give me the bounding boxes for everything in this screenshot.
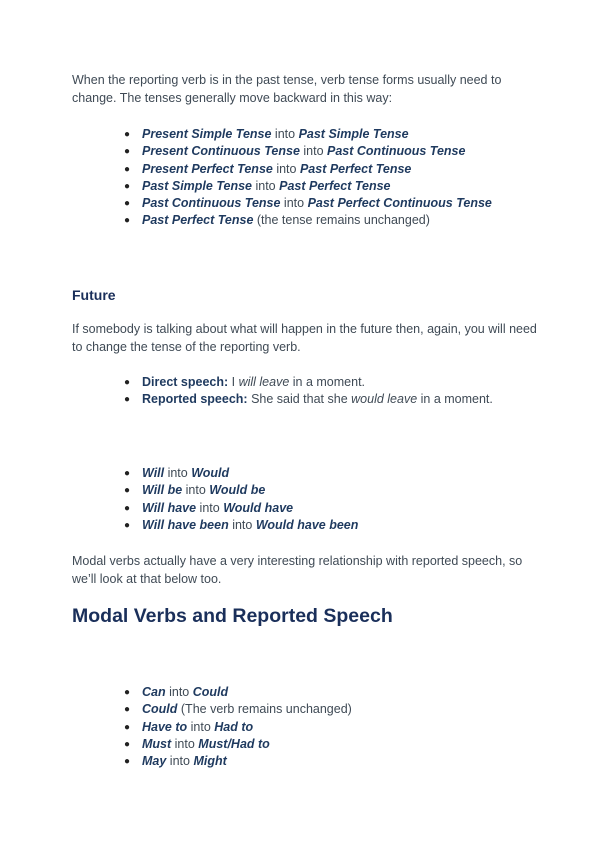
bullet-icon: ● (124, 704, 131, 716)
bullet-icon: ● (124, 377, 131, 388)
list-item: ● Present Continuous Tense into Past Continuous Tense (124, 143, 492, 160)
bullet-icon: ● (124, 215, 131, 227)
future-heading: Future (72, 287, 116, 303)
bullet-icon: ● (124, 146, 131, 158)
list-item: ● Could (The verb remains unchanged) (124, 701, 352, 718)
list-item: ● Present Simple Tense into Past Simple Tense (124, 126, 492, 143)
list-item: ● May into Might (124, 753, 352, 770)
bullet-icon: ● (124, 198, 131, 210)
bullet-icon: ● (124, 394, 131, 406)
bullet-icon: ● (124, 721, 131, 733)
bullet-icon: ● (124, 129, 131, 140)
bullet-icon: ● (124, 502, 131, 514)
list-item: ● Will have been into Would have been (124, 517, 358, 534)
bullet-icon: ● (124, 180, 131, 192)
will-list (124, 465, 358, 534)
list-item: ● Will be into Would be (124, 482, 358, 499)
modal-intro-paragraph: Modal verbs actually have a very interesting relationship with reported speech, so we’ll look at that below too. (72, 554, 523, 586)
list-item: ● Past Continuous Tense into Past Perfect Continuous Tense (124, 195, 492, 212)
bullet-icon: ● (124, 738, 131, 750)
list-item: ● Have to into Had to (124, 719, 352, 736)
modal-list (124, 684, 352, 770)
list-item: ● Past Simple Tense into Past Perfect Tense (124, 178, 492, 195)
speech-list (124, 374, 493, 409)
bullet-icon: ● (124, 756, 131, 768)
list-item: ● Past Perfect Tense (the tense remains unchanged) (124, 212, 492, 229)
list-item: ● Will have into Would have (124, 500, 358, 517)
list-item: ● Can into Could (124, 684, 352, 701)
bullet-icon: ● (124, 687, 131, 698)
list-item: ● Direct speech: I will leave in a moment. (124, 374, 493, 391)
future-paragraph: If somebody is talking about what will happen in the future then, again, you will need to change the tense of the reporting verb. (72, 322, 537, 354)
bullet-icon: ● (124, 485, 131, 497)
tense-list (124, 126, 492, 230)
bullet-icon: ● (124, 163, 131, 175)
bullet-icon: ● (124, 468, 131, 479)
intro-paragraph: When the reporting verb is in the past tense, verb tense forms usually need to change. The tenses generally move backward in this way: (72, 73, 502, 105)
list-item: ● Will into Would (124, 465, 358, 482)
bullet-icon: ● (124, 519, 131, 531)
modal-heading: Modal Verbs and Reported Speech (72, 605, 393, 627)
list-item: ● Must into Must/Had to (124, 736, 352, 753)
list-item: ● Reported speech: She said that she would leave in a moment. (124, 391, 493, 408)
list-item: ● Present Perfect Tense into Past Perfect Tense (124, 161, 492, 178)
